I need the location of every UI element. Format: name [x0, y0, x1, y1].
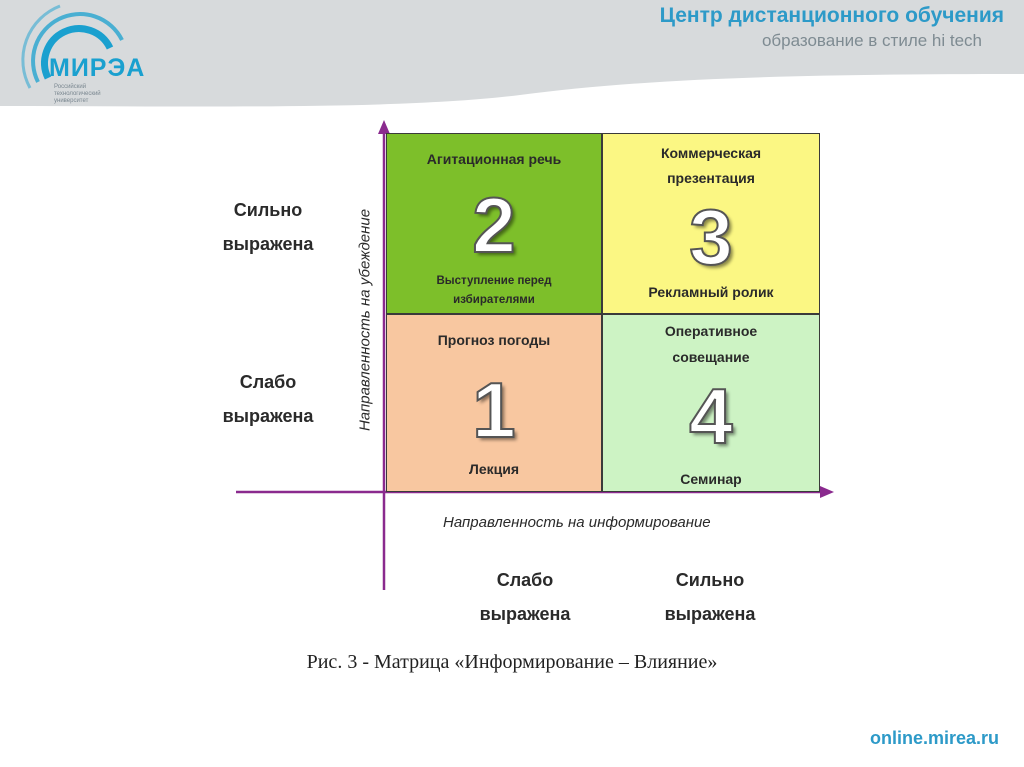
- y-axis-arrow-icon: [378, 120, 390, 134]
- quadrant-3-top-label: Коммерческая презентация: [660, 145, 762, 186]
- quadrant-2-number: 2: [472, 181, 516, 269]
- quadrant-1: [386, 314, 602, 492]
- quadrant-4-top-label: Оперативное совещание: [664, 323, 758, 365]
- logo-wordmark: МИРЭА: [49, 54, 146, 82]
- header-subtitle: образование в стиле hi tech: [761, 31, 982, 50]
- logo-subtitle: Российский технологический университет: [54, 84, 101, 104]
- quadrant-3: [602, 133, 820, 314]
- quadrant-1-number: 1: [472, 366, 516, 454]
- footer-url-link[interactable]: online.mirea.ru: [869, 728, 999, 748]
- quadrant-4-bottom-label: Семинар: [680, 471, 742, 487]
- x-axis-label: Направленность на информирование: [443, 514, 711, 531]
- y-axis-label: Направленность на убеждение: [356, 208, 374, 432]
- y-level-strong: Сильно выражена: [222, 200, 314, 254]
- quadrant-3-number: 3: [689, 193, 733, 281]
- quadrant-1-top-label: Прогноз погоды: [437, 332, 551, 348]
- quadrant-3-bottom-label: Рекламный ролик: [648, 284, 774, 300]
- header-title: Центр дистанционного обучения: [659, 4, 1004, 27]
- quadrant-2-bottom-label: Выступление перед избирателями: [436, 275, 552, 306]
- quadrant-4: [602, 314, 820, 492]
- quadrant-2-top-label: Агитационная речь: [426, 151, 562, 167]
- x-level-strong: Сильно выражена: [664, 570, 756, 624]
- x-level-weak: Слабо выражена: [479, 570, 571, 624]
- figure-caption: Рис. 3 - Матрица «Информирование – Влияние»: [306, 651, 718, 673]
- y-level-weak: Слабо выражена: [222, 372, 314, 426]
- quadrant-4-number: 4: [689, 372, 733, 460]
- quadrant-1-bottom-label: Лекция: [469, 461, 519, 477]
- quadrant-2: [386, 133, 602, 314]
- x-axis-arrow-icon: [820, 486, 834, 498]
